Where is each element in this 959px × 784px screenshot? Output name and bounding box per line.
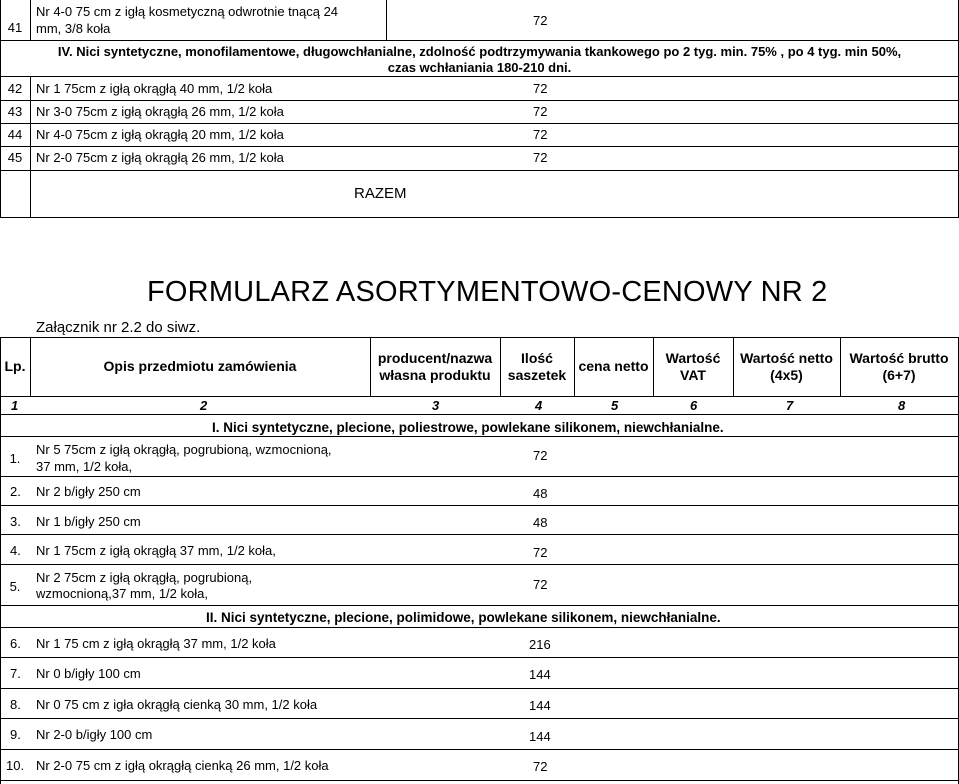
colnum-2: 2 [200, 398, 208, 413]
row-3-lp: 3. [10, 514, 21, 529]
row-4-qty: 72 [533, 545, 548, 560]
row-44-lp: 44 [7, 127, 23, 142]
header-brutto-line2: (6+7) [882, 367, 916, 383]
colnum-5: 5 [611, 398, 619, 413]
row-4-desc: Nr 1 75cm z igłą okrągłą 37 mm, 1/2 koła, [36, 543, 276, 558]
colnum-1: 1 [11, 398, 19, 413]
row-10-lp: 10. [6, 758, 25, 773]
colnum-3: 3 [432, 398, 440, 413]
header-lp: Lp. [4, 358, 26, 374]
attachment-label: Załącznik nr 2.2 do siwz. [36, 319, 201, 336]
row-2-qty: 48 [533, 486, 548, 501]
row-10-qty: 72 [533, 759, 548, 774]
row-2-desc: Nr 2 b/igły 250 cm [36, 484, 141, 499]
row-45-lp: 45 [7, 150, 23, 165]
header-netto-line1: Wartość netto [740, 350, 833, 366]
row-1-desc-line2: 37 mm, 1/2 koła, [36, 459, 133, 474]
row-1-desc-line1: Nr 5 75cm z igłą okrągłą, pogrubioną, wzmocnioną, [36, 442, 332, 457]
row-8-qty: 144 [529, 698, 551, 713]
row-5-desc-line2: wzmocnioną,37 mm, 1/2 koła, [36, 586, 208, 601]
row-7-desc: Nr 0 b/igły 100 cm [36, 666, 141, 681]
header-vat-line1: Wartość [665, 350, 721, 366]
header-ilosc-line1: Ilość [521, 350, 553, 366]
row-45-desc: Nr 2-0 75cm z igłą okrągłą 26 mm, 1/2 koła [36, 150, 284, 165]
section-i-title: I. Nici syntetyczne, plecione, poliestrowe, powlekane silikonem, niewchłanialne. [212, 420, 724, 435]
header-brutto-line1: Wartość brutto [849, 350, 949, 366]
header-producent-line2: własna produktu [379, 367, 491, 383]
row-8-lp: 8. [10, 697, 21, 712]
row-41-desc-line1: Nr 4-0 75 cm z igłą kosmetyczną odwrotnie tnącą 24 [36, 4, 339, 19]
row-41-lp: 41 [7, 20, 23, 35]
colnum-4: 4 [535, 398, 543, 413]
row-5-lp: 5. [9, 579, 21, 594]
row-1-lp: 1. [9, 451, 21, 466]
header-producent-line1: producent/nazwa [377, 350, 493, 366]
razem-label: RAZEM [354, 185, 407, 202]
row-42-qty: 72 [533, 81, 548, 96]
row-43-qty: 72 [533, 104, 548, 119]
row-9-desc: Nr 2-0 b/igły 100 cm [36, 727, 153, 742]
row-8-desc: Nr 0 75 cm z igła okrągłą cienką 30 mm, 1/2 koła [36, 697, 318, 712]
section-ii-title: II. Nici syntetyczne, plecione, polimidowe, powlekane silikonem, niewchłanialne. [206, 610, 721, 625]
form-title: FORMULARZ ASORTYMENTOWO-CENOWY NR 2 [147, 276, 828, 308]
header-vat-line2: VAT [680, 367, 706, 383]
row-6-desc: Nr 1 75 cm z igłą okrągłą 37 mm, 1/2 koła [36, 636, 276, 651]
row-4-lp: 4. [10, 543, 21, 558]
row-6-lp: 6. [10, 636, 21, 651]
row-7-qty: 144 [529, 667, 551, 682]
row-2-lp: 2. [10, 484, 21, 499]
row-43-lp: 43 [7, 104, 23, 119]
header-netto-line2: (4x5) [770, 367, 803, 383]
row-42-desc: Nr 1 75cm z igłą okrągłą 40 mm, 1/2 koła [36, 81, 273, 96]
header-cena-netto: cena netto [578, 358, 649, 374]
row-42-lp: 42 [7, 81, 23, 96]
row-9-lp: 9. [10, 727, 21, 742]
colnum-7: 7 [786, 398, 794, 413]
row-3-qty: 48 [533, 515, 548, 530]
colnum-8: 8 [898, 398, 906, 413]
section-iv-line1: IV. Nici syntetyczne, monofilamentowe, długowchłanialne, zdolność podtrzymywania tkankowego po 2 tyg. min. 75% , po 4 tyg. min 50%, [57, 44, 902, 59]
colnum-6: 6 [690, 398, 698, 413]
header-opis: Opis przedmiotu zamówienia [103, 358, 297, 374]
row-6-qty: 216 [529, 637, 551, 652]
row-44-qty: 72 [533, 127, 548, 142]
row-43-desc: Nr 3-0 75cm z igłą okrągłą 26 mm, 1/2 koła [36, 104, 284, 119]
row-1-qty: 72 [533, 448, 548, 463]
row-5-desc-line1: Nr 2 75cm z igłą okrągłą, pogrubioną, [36, 570, 253, 585]
row-3-desc: Nr 1 b/igły 250 cm [36, 514, 141, 529]
row-41-qty: 72 [533, 13, 548, 28]
row-45-qty: 72 [533, 150, 548, 165]
row-5-qty: 72 [533, 577, 548, 592]
row-9-qty: 144 [529, 729, 551, 744]
row-10-desc: Nr 2-0 75 cm z igłą okrągłą cienką 26 mm, 1/2 koła [36, 758, 329, 773]
header-ilosc-line2: saszetek [507, 367, 567, 383]
row-7-lp: 7. [10, 666, 21, 681]
section-iv-line2: czas wchłaniania 180-210 dni. [387, 60, 572, 75]
row-41-desc-line2: mm, 3/8 koła [36, 21, 111, 36]
row-44-desc: Nr 4-0 75cm z igłą okrągłą 20 mm, 1/2 koła [36, 127, 284, 142]
